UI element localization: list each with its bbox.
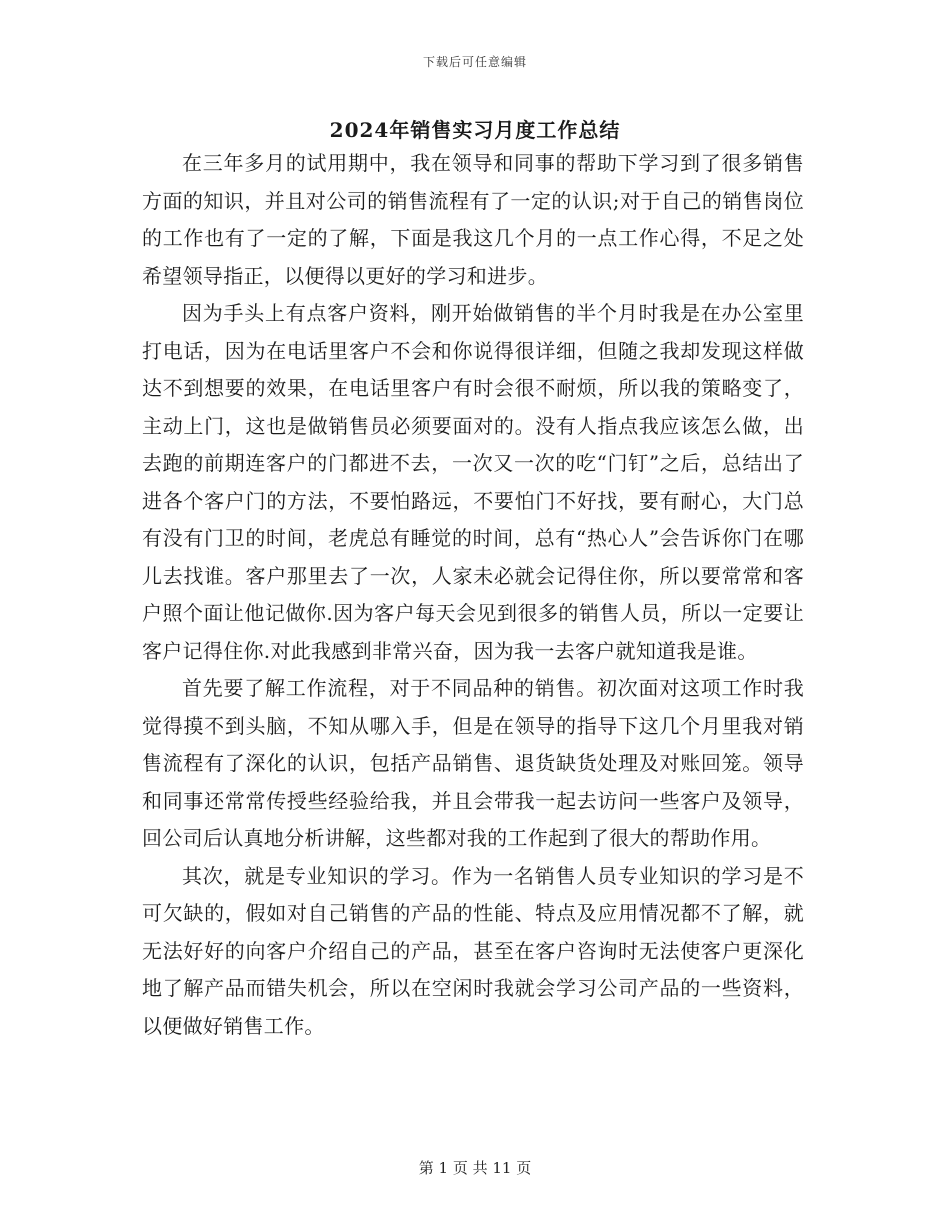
paragraph-intro: 在三年多月的试用期中，我在领导和同事的帮助下学习到了很多销售方面的知识，并且对公司的销售流程有了一定的认识;对于自己的销售岗位的工作也有了一定的了解，下面是我这几个月的一点工作心得，不足之处希望领导指正，以便得以更好的学习和进步。 <box>142 151 804 288</box>
page-number-footer: 第 1 页 共 11 页 <box>418 1159 532 1177</box>
document-title: 2024年销售实习月度工作总结 <box>329 118 621 142</box>
paragraph-product-knowledge: 其次，就是专业知识的学习。作为一名销售人员专业知识的学习是不可欠缺的，假如对自己销售的产品的性能、特点及应用情况都不了解，就无法好好的向客户介绍自己的产品，甚至在客户咨询时无法使客户更深化地了解产品而错失机会，所以在空闲时我就会学习公司产品的一些资料，以便做好销售工作。 <box>142 863 804 1038</box>
page-header-note: 下载后可任意编辑 <box>422 55 527 69</box>
document-body <box>142 145 804 1045</box>
paragraph-customer-visits: 因为手头上有点客户资料，刚开始做销售的半个月时我是在办公室里打电话，因为在电话里客户不会和你说得很详细，但随之我却发现这样做达不到想要的效果，在电话里客户有时会很不耐烦，所以我的策略变了，主动上门，这也是做销售员必须要面对的。没有人指点我应该怎么做，出去跑的前期连客户的门都进不去，一次又一次的吃“门钉”之后，总结出了进各个客户门的方法，不要怕路远，不要怕门不好找，要有耐心，大门总有没有门卫的时间，老虎总有睡觉的时间，总有“热心人”会告诉你门在哪儿去找谁。客户那里去了一次，人家未必就会记得住你，所以要常常和客户照个面让他记做你.因为客户每天会见到很多的销售人员，所以一定要让客户记得住你.对此我感到非常兴奋，因为我一去客户就知道我是谁。 <box>142 301 804 663</box>
paragraph-workflow: 首先要了解工作流程，对于不同品种的销售。初次面对这项工作时我觉得摸不到头脑，不知从哪入手，但是在领导的指导下这几个月里我对销售流程有了深化的认识，包括产品销售、退货缺货处理及对账回笼。领导和同事还常常传授些经验给我，并且会带我一起去访问一些客户及领导，回公司后认真地分析讲解，这些都对我的工作起到了很大的帮助作用。 <box>142 676 804 850</box>
